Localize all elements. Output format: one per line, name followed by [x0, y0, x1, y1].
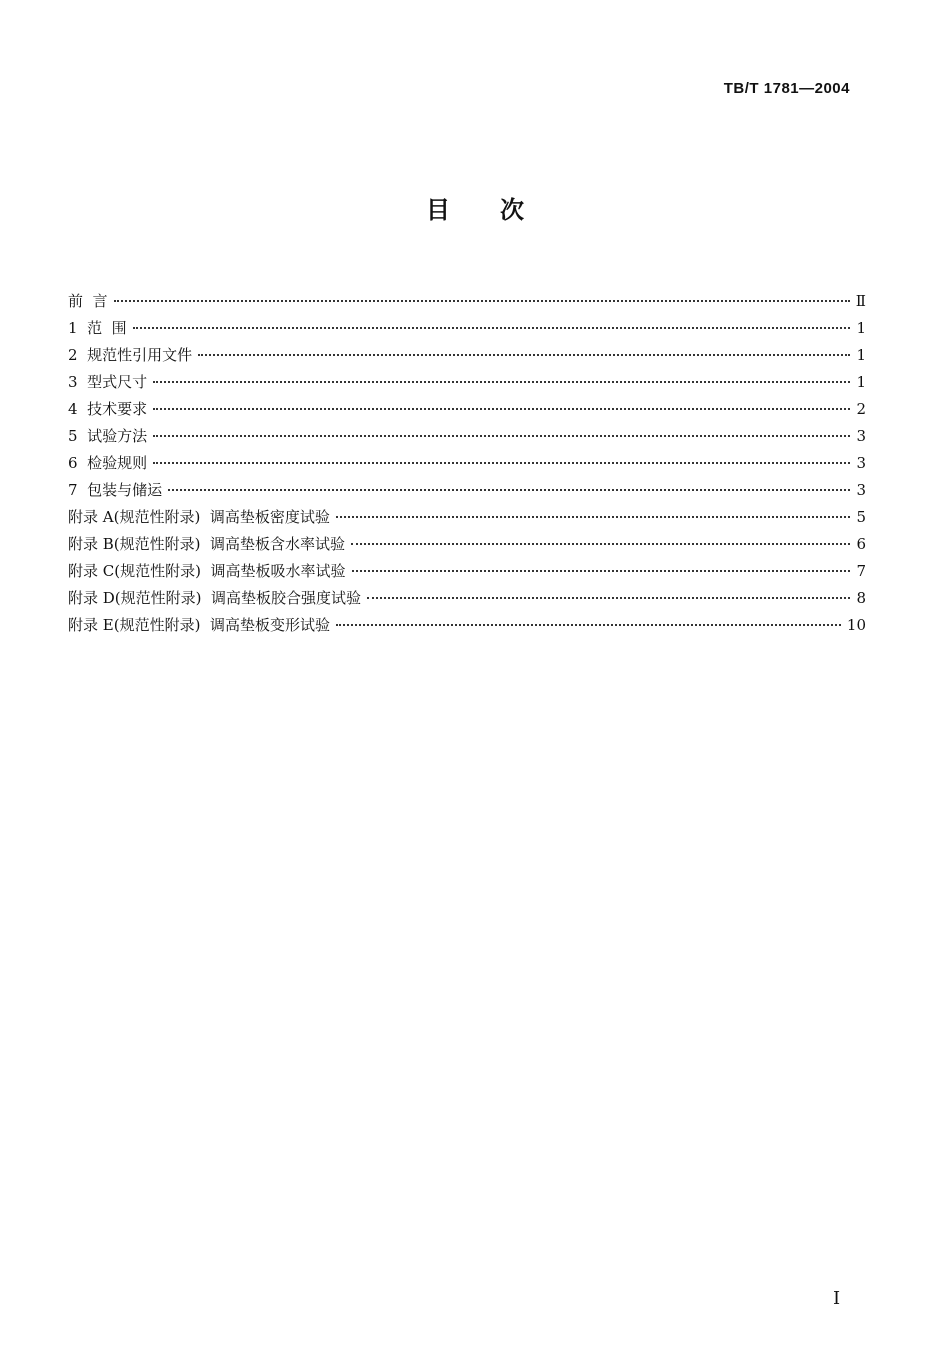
dot-leader — [153, 434, 850, 437]
dot-leader — [352, 569, 851, 572]
toc-entry-page: 7 — [856, 562, 866, 580]
page-number: I — [833, 1288, 841, 1309]
toc-entry-annex-a[interactable] — [68, 506, 866, 533]
toc-entry-page: Ⅱ — [855, 292, 866, 310]
toc-entry-page: 2 — [856, 400, 866, 418]
toc-entry-page: 8 — [856, 589, 866, 607]
toc-entry-packaging-storage[interactable] — [68, 479, 866, 506]
toc-entry-page: 3 — [856, 454, 866, 472]
toc-entry-label: 5 试验方法 — [68, 427, 148, 445]
toc-list — [68, 290, 866, 641]
toc-entry-label: 3 型式尺寸 — [68, 373, 148, 391]
standard-code: TB/T 1781—2004 — [723, 80, 850, 97]
toc-entry-page: 3 — [856, 481, 866, 499]
dot-leader — [153, 461, 850, 464]
toc-entry-test-methods[interactable] — [68, 425, 866, 452]
toc-entry-page: 6 — [856, 535, 866, 553]
dot-leader — [351, 542, 850, 545]
dot-leader — [336, 623, 841, 626]
dot-leader — [133, 326, 850, 329]
dot-leader — [336, 515, 850, 518]
toc-entry-annex-b[interactable] — [68, 533, 866, 560]
toc-entry-dimensions[interactable] — [68, 371, 866, 398]
toc-entry-inspection-rules[interactable] — [68, 452, 866, 479]
toc-entry-normative-references[interactable] — [68, 344, 866, 371]
toc-entry-page: 5 — [856, 508, 866, 526]
toc-entry-page: 3 — [856, 427, 866, 445]
toc-entry-label: 附录 E(规范性附录) 调高垫板变形试验 — [68, 616, 330, 634]
toc-title: 目次 — [426, 196, 574, 224]
toc-entry-technical-requirements[interactable] — [68, 398, 866, 425]
dot-leader — [168, 488, 850, 491]
toc-entry-annex-c[interactable] — [68, 560, 866, 587]
dot-leader — [198, 353, 850, 356]
dot-leader — [114, 299, 850, 302]
toc-entry-label: 前 言 — [68, 292, 108, 310]
toc-entry-page: 10 — [846, 616, 866, 634]
toc-entry-label: 7 包装与储运 — [68, 481, 163, 499]
toc-entry-label: 附录 A(规范性附录) 调高垫板密度试验 — [68, 508, 330, 526]
toc-entry-label: 1 范 围 — [68, 319, 127, 337]
toc-entry-label: 附录 C(规范性附录) 调高垫板吸水率试验 — [68, 562, 346, 580]
toc-entry-annex-d[interactable] — [68, 587, 866, 614]
toc-entry-label: 6 检验规则 — [68, 454, 148, 472]
toc-entry-label: 4 技术要求 — [68, 400, 148, 418]
toc-entry-label: 附录 B(规范性附录) 调高垫板含水率试验 — [68, 535, 346, 553]
toc-entry-preface[interactable] — [68, 290, 866, 317]
dot-leader — [153, 380, 850, 383]
toc-entry-page: 1 — [856, 346, 866, 364]
toc-entry-label: 附录 D(规范性附录) 调高垫板胶合强度试验 — [68, 589, 362, 607]
dot-leader — [367, 596, 850, 599]
toc-entry-label: 2 规范性引用文件 — [68, 346, 193, 364]
toc-entry-annex-e[interactable] — [68, 614, 866, 641]
dot-leader — [153, 407, 850, 410]
toc-entry-page: 1 — [856, 319, 866, 337]
toc-entry-page: 1 — [856, 373, 866, 391]
toc-entry-scope[interactable] — [68, 317, 866, 344]
